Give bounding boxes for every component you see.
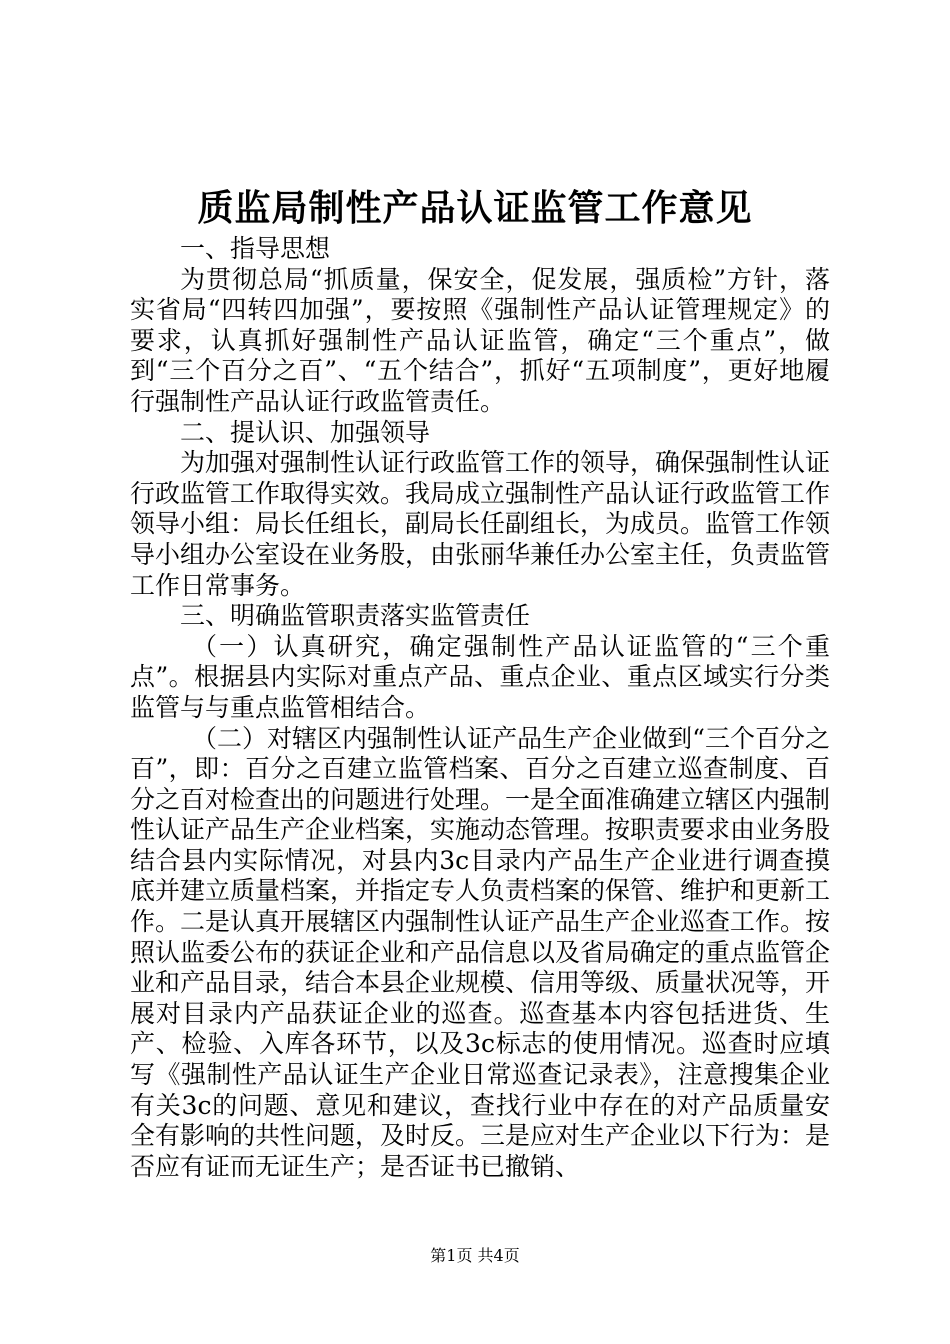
section-3-paragraph-1: （一）认真研究，确定强制性产品认证监管的“三个重点”。根据县内实际对重点产品、重点企业、重点区域实行分类监管与与重点监管相结合。 (130, 631, 830, 722)
section-2-paragraph-1: 为加强对强制性认证行政监管工作的领导，确保强制性认证行政监管工作取得实效。我局成立强制性产品认证行政监管工作领导小组：局长任组长，副局长任副组长，为成员。监管工作领导小组办公室设在业务股，由张丽华兼任办公室主任，负责监管工作日常事务。 (130, 448, 831, 600)
section-heading-3: 三、明确监管职责落实监管责任 (180, 601, 531, 631)
document-body (130, 234, 830, 1182)
section-heading-1: 一、指导思想 (180, 234, 331, 263)
document-title: 质监局制性产品认证监管工作意见 (197, 187, 753, 229)
section-3-paragraph-2: （二）对辖区内强制性认证产品生产企业做到“三个百分之百”，即：百分之百建立监管档案、百分之百建立巡查制度、百分之百对检查出的问题进行处理。一是全面准确建立辖区内强制性认证产品生产企业档案，实施动态管理。按职责要求由业务股结合县内实际情况，对县内3c目录内产品生产企业进行调查摸底并建立质量档案，并指定专人负责档案的保管、维护和更新工作。二是认真开展辖区内强制性认证产品生产企业巡查工作。按照认监委公布的获证企业和产品信息以及省局确定的重点监管企业和产品目录，结合本县企业规模、信用等级、质量状况等，开展对目录内产品获证企业的巡查。巡查基本内容包括进货、生产、检验、入库各环节，以及3c标志的使用情况。巡查时应填写《强制性产品认证生产企业日常巡查记录表》，注意搜集企业有关3c的问题、意见和建议，查找行业中存在的对产品质量安全有影响的共性问题，及时反。三是应对生产企业以下行为：是否应有证而无证生产；是否证书已撤销、 (130, 723, 831, 1181)
section-heading-2: 二、提认识、加强领导 (180, 417, 431, 447)
page-footer: 第1页 共4页 (430, 1246, 520, 1265)
section-1-paragraph-1: 为贯彻总局“抓质量，保安全，促发展，强质检”方针，落实省局“四转四加强”，要按照《强制性产品认证管理规定》的要求，认真抓好强制性产品认证监管，确定“三个重点”，做到“三个百分之百”、“五个结合”，抓好“五项制度”，更好地履行强制性产品认证行政监管责任。 (130, 264, 830, 416)
